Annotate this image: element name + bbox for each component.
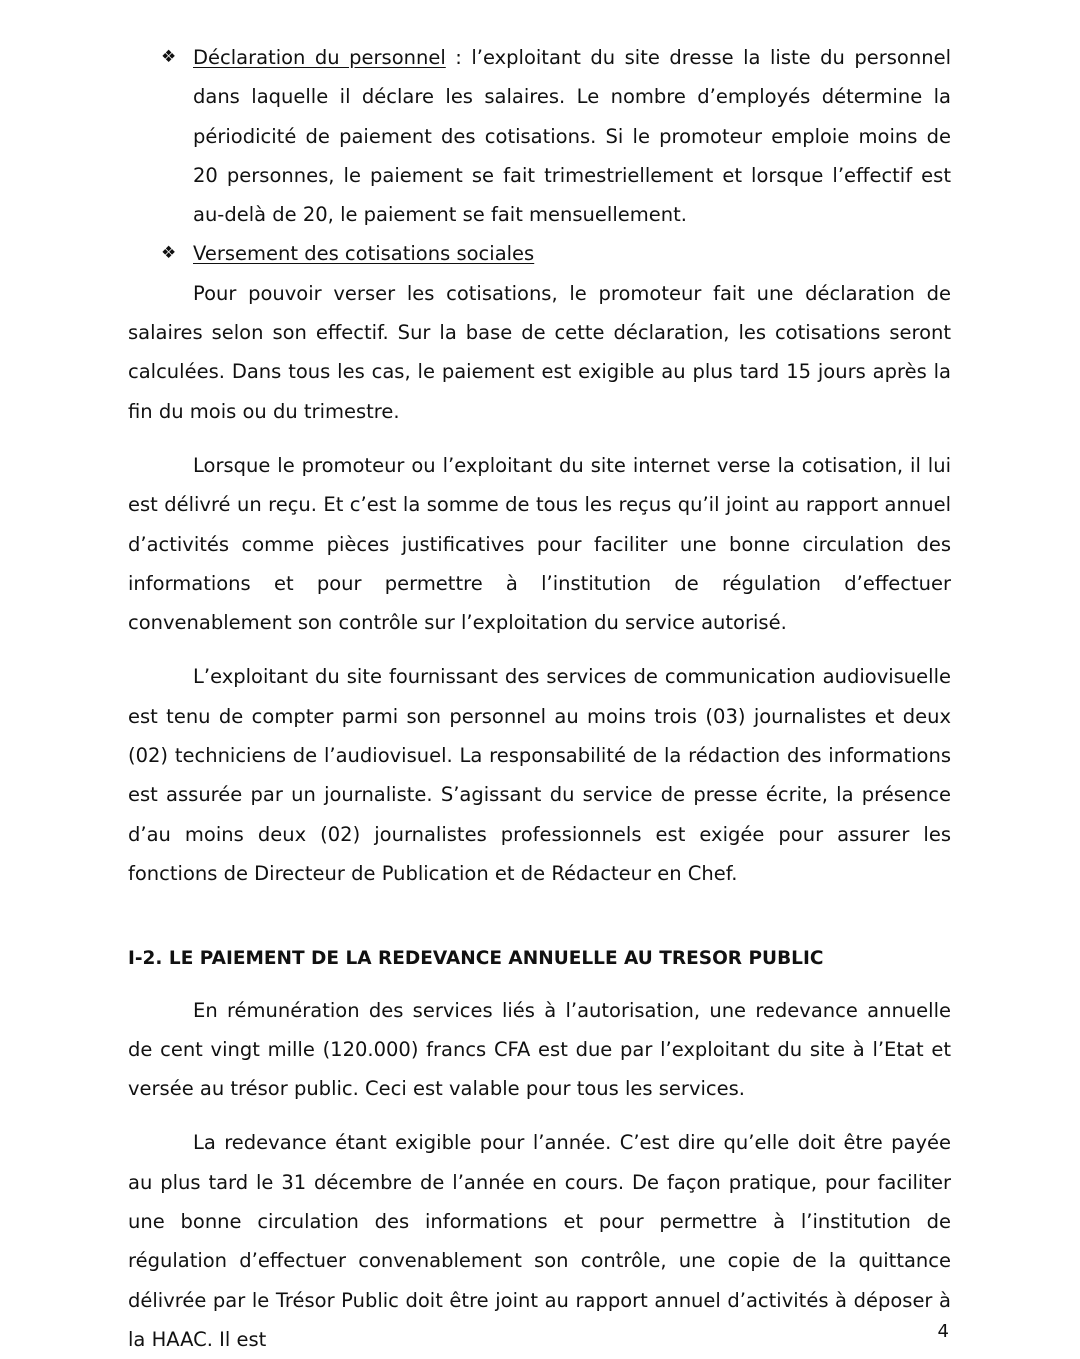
bullet-title: Versement des cotisations sociales bbox=[193, 242, 535, 266]
bullet-title: Déclaration du personnel bbox=[193, 46, 446, 69]
diamond-bullet-icon: ❖ bbox=[161, 243, 177, 264]
paragraph: Pour pouvoir verser les cotisations, le promoteur fait une déclaration de salaires selon son effectif. Sur la base de cette déclaration, les cotisations seront calculées. Dans tous les cas, le paiement est exigible au plus tard 15 jours après la fin du mois ou du trimestre. bbox=[128, 281, 951, 423]
page-number: 4 bbox=[937, 1321, 949, 1342]
paragraph: En rémunération des services liés à l’autorisation, une redevance annuelle de cent vingt mille (120.000) francs CFA est due par l’exploitant du site à l’Etat et versée au trésor public. Ceci est valable pour tous les services. bbox=[128, 998, 951, 1101]
bullet-item-declaration bbox=[128, 38, 951, 234]
paragraph: L’exploitant du site fournissant des services de communication audiovisuelle est tenu de compter parmi son personnel au moins trois (03) journalistes et deux (02) techniciens de l’audiovisuel. La responsabilité de la rédaction des informations est assurée par un journaliste. S’agissant du service de presse écrite, la présence d’au moins deux (02) journalistes professionnels est exigée pour assurer les fonctions de Directeur de Publication et de Rédacteur en Chef. bbox=[128, 665, 951, 885]
bullet-text: : l’exploitant du site dresse la liste du personnel dans laquelle il déclare les salaires. Le nombre d’employés détermine la périodicité de paiement des cotisations. Si le promoteur emploie moins de 20 personnes, le paiement se fait trimestriellement et lorsque l’effectif est au-delà de 20, le paiement se fait mensuellement. bbox=[193, 46, 951, 227]
section-heading: I-2. LE PAIEMENT DE LA REDEVANCE ANNUELLE AU TRESOR PUBLIC bbox=[128, 948, 824, 970]
bullet-item-versement bbox=[128, 234, 951, 273]
paragraph: La redevance étant exigible pour l’année. C’est dire qu’elle doit être payée au plus tard le 31 décembre de l’année en cours. De façon pratique, pour faciliter une bonne circulation des informations et pour permettre à l’institution de régulation d’effectuer convenablement son contrôle, une copie de la quittance délivrée par le Trésor Public doit être joint au rapport annuel d’activités à déposer à la HAAC. Il est bbox=[128, 1131, 951, 1351]
diamond-bullet-icon: ❖ bbox=[161, 47, 177, 67]
document-page bbox=[128, 38, 951, 1359]
paragraph: Lorsque le promoteur ou l’exploitant du site internet verse la cotisation, il lui est délivré un reçu. Et c’est la somme de tous les reçus qu’il joint au rapport annuel d’activités comme pièces justificatives pour faciliter une bonne circulation des informations et pour permettre à l’institution de régulation d’effectuer convenablement son contrôle sur l’exploitation du service autorisé. bbox=[128, 453, 951, 635]
